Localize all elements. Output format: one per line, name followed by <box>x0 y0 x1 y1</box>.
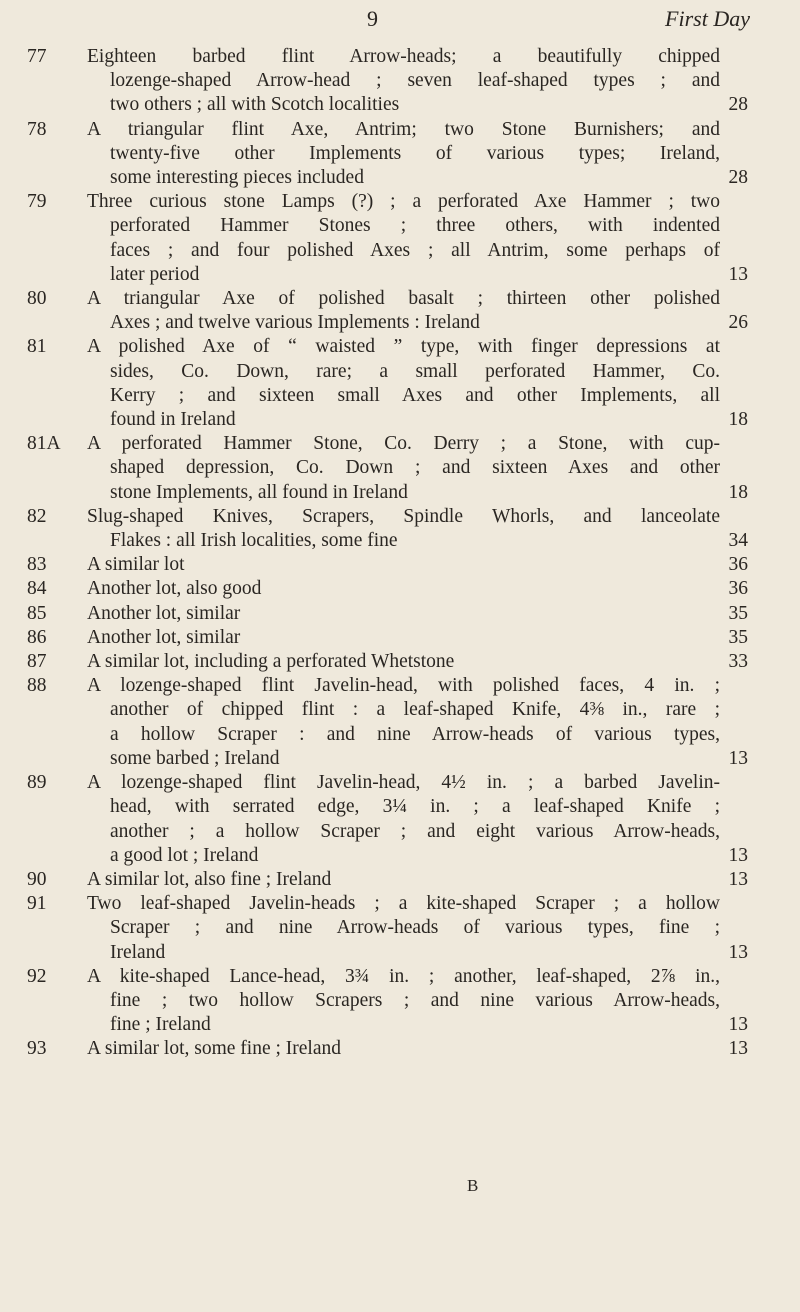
lot-price: 13 <box>728 868 748 890</box>
lot-description-line: head, with serrated edge, 3¼ in. ; a leaf-shaped Knife ; <box>110 796 720 818</box>
lot-description-line: Another lot, similar <box>87 626 241 648</box>
lot-entry <box>0 505 800 553</box>
lot-price: 36 <box>728 578 748 600</box>
lot-description-line: another ; a hollow Scraper ; and eight various Arrow-heads, <box>110 820 720 842</box>
lot-description-line: Another lot, also good <box>87 578 262 600</box>
lot-description-line: Another lot, similar <box>87 602 241 624</box>
lot-number: 91 <box>27 893 47 915</box>
lot-entry <box>0 965 800 1038</box>
lot-description-line: A similar lot, some fine ; Ireland <box>87 1038 341 1060</box>
lot-price: 13 <box>728 747 748 769</box>
lot-description-line: A triangular Axe of polished basalt ; thirteen other polished <box>87 288 720 310</box>
lot-entry <box>0 577 800 601</box>
lot-description-line: Slug-shaped Knives, Scrapers, Spindle Whorls, and lanceolate <box>87 505 720 527</box>
lot-description-line: A triangular flint Axe, Antrim; two Stone Burnishers; and <box>87 118 720 140</box>
lot-description-line: fine ; two hollow Scrapers ; and nine various Arrow-heads, <box>110 989 720 1011</box>
lot-description-line: two others ; all with Scotch localities <box>110 94 400 116</box>
lot-price: 18 <box>728 481 748 503</box>
lot-description-line: Scraper ; and nine Arrow-heads of various types, fine ; <box>110 917 720 939</box>
lot-entry <box>0 45 800 118</box>
lot-description-line: A kite-shaped Lance-head, 3¾ in. ; another, leaf-shaped, 2⅞ in., <box>87 965 720 987</box>
lot-number: 79 <box>27 191 47 213</box>
lot-description-line: A similar lot <box>87 554 185 576</box>
lot-number: 90 <box>27 868 47 890</box>
lot-price: 35 <box>728 602 748 624</box>
lot-description-line: later period <box>110 263 200 285</box>
lot-number: 78 <box>27 118 47 140</box>
lot-number: 77 <box>27 46 47 67</box>
lot-description-line: stone Implements, all found in Ireland <box>110 481 408 503</box>
lot-price: 13 <box>728 263 748 285</box>
running-title: First Day <box>665 6 750 31</box>
lot-description-line: Axes ; and twelve various Implements : Ireland <box>110 312 480 334</box>
lot-description-line: faces ; and four polished Axes ; all Antrim, some perhaps of <box>110 239 720 261</box>
lot-description-line: perforated Hammer Stones ; three others, with indented <box>110 215 720 237</box>
lot-price: 26 <box>728 312 748 334</box>
lot-number: 88 <box>27 675 47 697</box>
lot-entry <box>0 674 800 771</box>
lot-entry <box>0 626 800 650</box>
page-header <box>0 6 800 36</box>
lot-description-line: lozenge-shaped Arrow-head ; seven leaf-shaped types ; and <box>110 70 720 92</box>
lot-number: 81A <box>27 433 61 455</box>
lot-description-line: a hollow Scraper : and nine Arrow-heads of various types, <box>110 723 720 745</box>
lot-price: 28 <box>728 167 748 189</box>
lot-price: 33 <box>728 651 748 673</box>
lot-entry <box>0 432 800 505</box>
lot-description-line: A similar lot, including a perforated Whetstone <box>87 651 455 673</box>
lot-entry <box>0 602 800 626</box>
lot-description-line: A polished Axe of “ waisted ” type, with finger depressions at <box>87 336 720 358</box>
lot-entry <box>0 892 800 965</box>
lot-description-line: some interesting pieces included <box>110 167 364 189</box>
lot-description-line: sides, Co. Down, rare; a small perforated Hammer, Co. <box>110 360 720 382</box>
lot-price: 18 <box>728 409 748 431</box>
signature-mark: B <box>467 1176 479 1195</box>
lot-description-line: A similar lot, also fine ; Ireland <box>87 868 332 890</box>
lot-number: 82 <box>27 505 47 527</box>
lot-description-line: Two leaf-shaped Javelin-heads ; a kite-shaped Scraper ; a hollow <box>87 893 720 915</box>
lot-number: 83 <box>27 554 47 576</box>
lot-description-line: A lozenge-shaped flint Javelin-head, 4½ in. ; a barbed Javelin- <box>87 772 720 794</box>
page-number: 9 <box>367 6 378 31</box>
lot-list <box>0 45 800 1062</box>
lot-entry <box>0 1037 800 1061</box>
lot-description-line: A perforated Hammer Stone, Co. Derry ; a Stone, with cup- <box>87 433 720 455</box>
lot-description-line: A lozenge-shaped flint Javelin-head, with polished faces, 4 in. ; <box>87 675 720 697</box>
lot-number: 81 <box>27 336 47 358</box>
lot-entry <box>0 553 800 577</box>
lot-price: 13 <box>728 1014 748 1036</box>
lot-price: 36 <box>728 554 748 576</box>
lot-entry <box>0 190 800 287</box>
lot-description-line: shaped depression, Co. Down ; and sixteen Axes and other <box>110 457 720 479</box>
lot-price: 13 <box>728 1038 748 1060</box>
lot-description-line: Three curious stone Lamps (?) ; a perforated Axe Hammer ; two <box>87 191 720 213</box>
lot-description-line: found in Ireland <box>110 409 236 431</box>
lot-description-line: Eighteen barbed flint Arrow-heads; a beautifully chipped <box>87 46 720 67</box>
lot-number: 89 <box>27 772 47 794</box>
lot-entry <box>0 650 800 674</box>
lot-number: 92 <box>27 965 47 987</box>
lot-price: 35 <box>728 626 748 648</box>
lot-entry <box>0 335 800 432</box>
lot-number: 84 <box>27 578 47 600</box>
lot-number: 93 <box>27 1038 47 1060</box>
lot-price: 13 <box>728 844 748 866</box>
lot-description-line: Flakes : all Irish localities, some fine <box>110 530 398 552</box>
lot-description-line: Kerry ; and sixteen small Axes and other Implements, all <box>110 384 720 406</box>
lot-description-line: another of chipped flint : a leaf-shaped Knife, 4⅜ in., rare ; <box>110 699 720 721</box>
lot-number: 80 <box>27 288 47 310</box>
lot-description-line: Ireland <box>110 941 166 963</box>
lot-number: 85 <box>27 602 47 624</box>
lot-description-line: some barbed ; Ireland <box>110 747 280 769</box>
lot-price: 13 <box>728 941 748 963</box>
lot-price: 34 <box>728 530 748 552</box>
lot-entry <box>0 771 800 868</box>
lot-entry <box>0 868 800 892</box>
lot-entry <box>0 287 800 335</box>
lot-description-line: twenty-five other Implements of various types; Ireland, <box>110 142 720 164</box>
lot-entry <box>0 118 800 191</box>
lot-number: 87 <box>27 651 47 673</box>
lot-description-line: fine ; Ireland <box>110 1014 211 1036</box>
lot-number: 86 <box>27 626 47 648</box>
lot-description-line: a good lot ; Ireland <box>110 844 259 866</box>
lot-price: 28 <box>728 94 748 116</box>
